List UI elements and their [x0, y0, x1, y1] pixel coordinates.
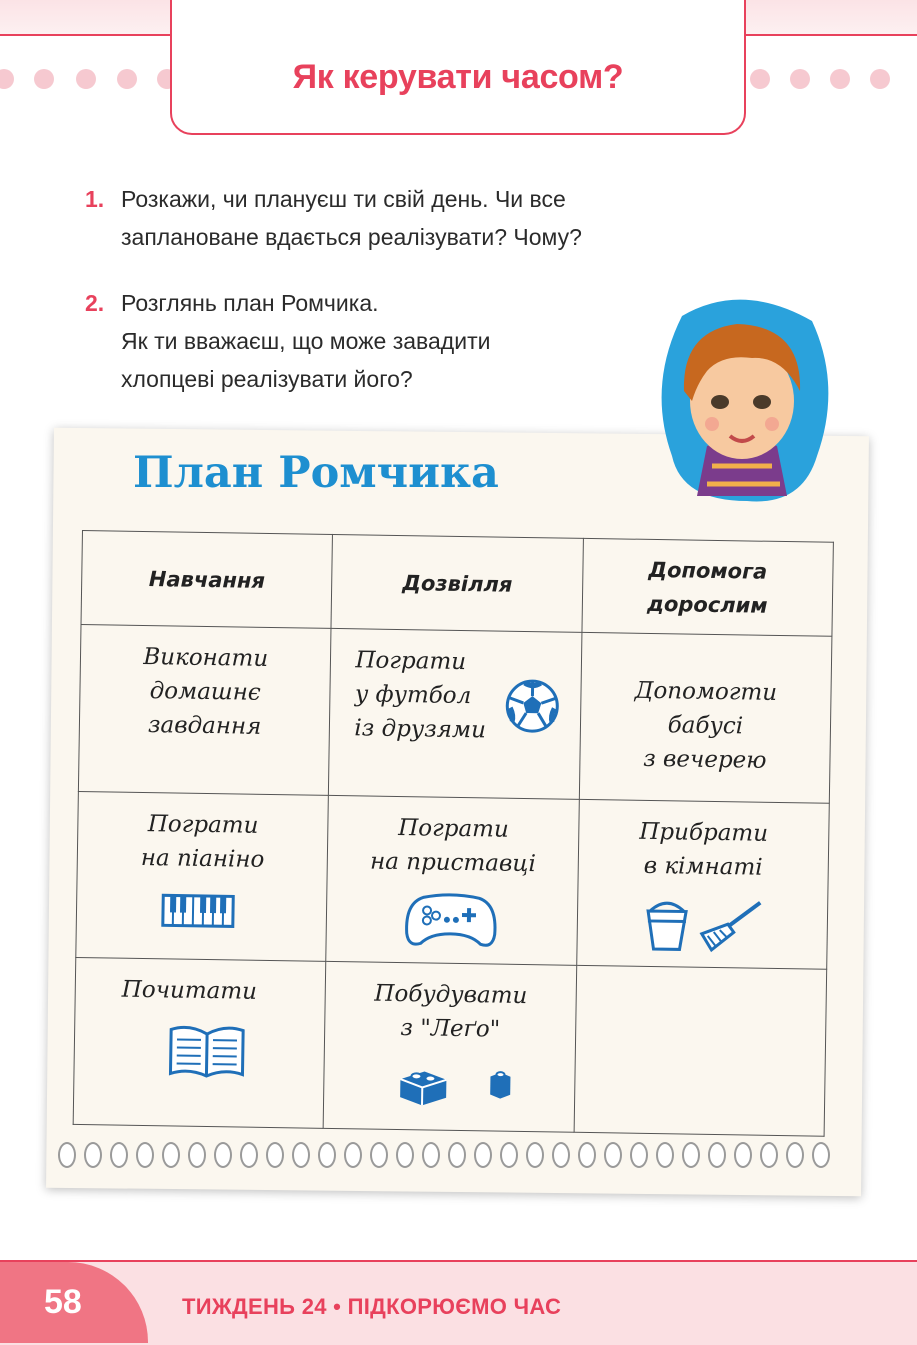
question-number: 1. [85, 186, 105, 212]
question-line: Розкажи, чи плануєш ти свій день. Чи все [121, 186, 566, 212]
table-row [76, 791, 830, 969]
cell-text [580, 633, 831, 779]
table-cell [326, 795, 579, 966]
cell-line: Допомогти [634, 677, 778, 707]
cell-line: на приставці [369, 848, 536, 877]
table-cell [76, 791, 329, 962]
cell-line: з "Леґо" [400, 1015, 501, 1044]
cell-line: із друзями [354, 715, 487, 744]
cell-text [78, 792, 329, 878]
question-line: Як ти вважаєш, що може завадити [121, 328, 491, 354]
column-header-text: Допомога дорослим [646, 557, 768, 618]
plan-title: План Ромчика [133, 448, 499, 498]
table-row [78, 625, 832, 803]
cell-line: Пограти [397, 814, 509, 843]
cell-line: Побудувати [374, 981, 528, 1010]
cell-text [76, 958, 326, 1010]
cell-line: з вечерею [642, 746, 767, 774]
column-header: Дозвілля [331, 534, 583, 632]
table-cell [73, 958, 326, 1129]
column-header [582, 538, 834, 636]
bucket-broom-icon [641, 897, 762, 955]
cell-line: Виконати [143, 644, 269, 673]
footer-section-title: ТИЖДЕНЬ 24 • ПІДКОРЮЄМО ЧАС [182, 1294, 562, 1319]
question-line: Розглянь план Ромчика. [121, 290, 379, 316]
table-cell-empty [574, 966, 827, 1137]
boy-avatar-icon [652, 296, 832, 506]
cell-text [578, 800, 828, 886]
soccer-ball-icon [504, 678, 561, 735]
table-row [73, 958, 827, 1136]
cell-line: на піаніно [140, 844, 265, 873]
gamepad-icon [403, 889, 500, 951]
cell-text [328, 796, 579, 882]
table-cell [329, 629, 582, 800]
cell-text [80, 625, 331, 745]
piano-keys-icon [161, 893, 236, 928]
question-line: хлопцеві реалізувати його? [121, 366, 413, 392]
table-cell [579, 633, 832, 804]
cell-line: бабусі [667, 712, 744, 740]
column-header: Навчання [81, 531, 333, 629]
question-line: заплановане вдається реалізувати? Чому? [121, 224, 582, 250]
table-cell [576, 799, 829, 970]
table-cell [324, 962, 577, 1133]
cell-line: Прибрати [639, 818, 769, 847]
cell-line: Пограти [355, 647, 467, 676]
cell-line: Почитати [121, 977, 258, 1006]
table-cell [78, 625, 331, 796]
cell-line: домашнє [149, 678, 261, 706]
question-number: 2. [85, 290, 105, 316]
plan-table [73, 530, 834, 1137]
cell-line: Пограти [147, 810, 259, 839]
open-book-icon [166, 1022, 247, 1083]
cell-line: в кімнаті [643, 852, 763, 881]
table-header-row [81, 531, 833, 637]
cell-text [325, 962, 576, 1048]
page-number: 58 [44, 1283, 82, 1321]
page-title: Як керувати часом? [292, 58, 624, 96]
cell-line: у футбол [354, 681, 472, 710]
lego-bricks-icon [396, 1065, 517, 1107]
cell-line: завдання [147, 712, 262, 740]
